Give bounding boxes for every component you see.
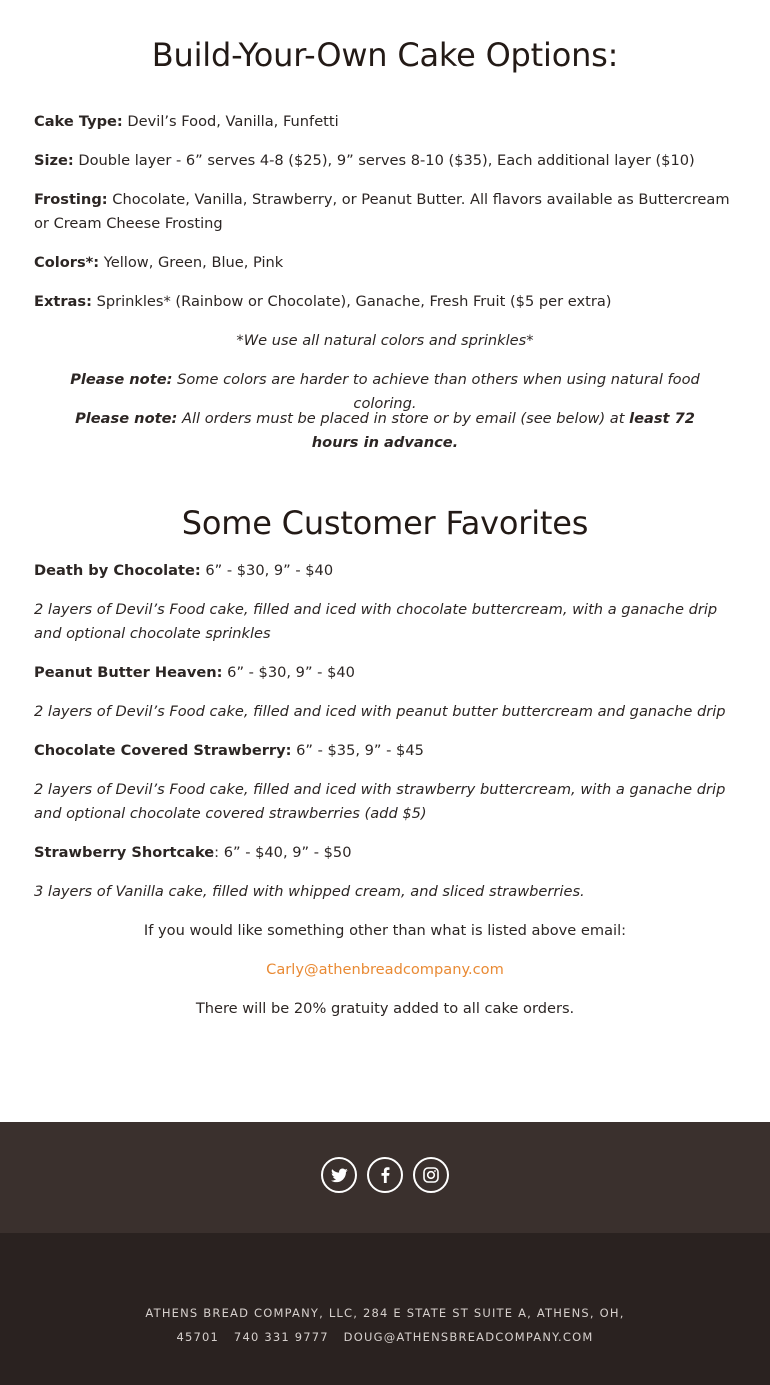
frosting-value: Chocolate, Vanilla, Strawberry, or Peanut Butter. All flavors available as Buttercream or Cream Cheese Frosting — [34, 191, 730, 232]
extras-value: Sprinkles* (Rainbow or Chocolate), Ganache, Fresh Fruit ($5 per extra) — [91, 293, 612, 310]
favorite-price: 6” - $35, 9” - $45 — [291, 742, 424, 759]
colors-line — [34, 251, 736, 275]
size-line — [34, 149, 736, 173]
favorite-name: Peanut Butter Heaven: — [34, 664, 223, 681]
footer-phone: 740 331 9777 — [233, 1330, 329, 1344]
email-link[interactable]: Carly@athenbreadcompany.com — [266, 961, 504, 978]
colors-label: Colors*: — [34, 254, 100, 271]
favorite-name: Strawberry Shortcake — [34, 844, 215, 861]
social-band — [0, 1122, 770, 1233]
favorite-name: Death by Chocolate: — [34, 562, 201, 579]
size-label: Size: — [34, 152, 74, 169]
favorite-description: 2 layers of Devil’s Food cake, filled and iced with chocolate buttercream, with a ganache drip and optional chocolate sprinkles — [34, 601, 718, 642]
footer-address: ATHENS BREAD COMPANY, LLC, 284 E STATE ST SUITE A, ATHENS, OH, — [145, 1306, 625, 1320]
extras-line — [34, 290, 736, 314]
custom-request-text: If you would like something other than what is listed above email: — [143, 922, 627, 939]
extras-label: Extras: — [34, 293, 92, 310]
favorite-description: 2 layers of Devil’s Food cake, filled and iced with strawberry buttercream, with a ganache drip and optional chocolate covered strawberries (add $5) — [34, 781, 726, 822]
colors-value: Yellow, Green, Blue, Pink — [99, 254, 284, 271]
footer-phone-link[interactable] — [229, 1330, 334, 1344]
favorite-item-name-line — [34, 739, 736, 763]
instagram-link[interactable] — [413, 1157, 449, 1193]
options-title: Build-Your-Own Cake Options: — [151, 36, 619, 74]
cake-type-label: Cake Type: — [34, 113, 123, 130]
note-orders-text: All orders must be placed in store or by email (see below) at — [177, 410, 630, 427]
instagram-icon — [413, 1157, 449, 1193]
note-colors-label: Please note: — [70, 371, 173, 388]
footer-email: DOUG@ATHENSBREADCOMPANY.COM — [343, 1330, 594, 1344]
favorite-item-name-line — [34, 559, 736, 583]
favorite-price: 6” - $30, 9” - $40 — [200, 562, 334, 579]
cake-type-line — [34, 110, 736, 134]
favorite-description: 2 layers of Devil’s Food cake, filled and iced with peanut butter buttercream and ganache drip — [34, 703, 726, 720]
site-footer — [0, 1233, 770, 1385]
frosting-line — [34, 188, 736, 236]
note-orders-deadline: least 72 hours in advance. — [311, 410, 695, 451]
twitter-icon — [321, 1157, 357, 1193]
twitter-link[interactable] — [321, 1157, 357, 1193]
natural-colors-note: *We use all natural colors and sprinkles* — [236, 332, 534, 349]
cake-type-value: Devil’s Food, Vanilla, Funfetti — [122, 113, 339, 130]
size-value: Double layer - 6” serves 4-8 ($25), 9” serves 8-10 ($35), Each additional layer ($10) — [73, 152, 695, 169]
frosting-label: Frosting: — [34, 191, 108, 208]
favorite-name: Chocolate Covered Strawberry: — [34, 742, 292, 759]
favorite-price: : 6” - $40, 9” - $50 — [214, 844, 352, 861]
favorite-description: 3 layers of Vanilla cake, filled with whipped cream, and sliced strawberries. — [34, 883, 585, 900]
favorite-item-name-line — [34, 841, 736, 865]
favorite-item-name-line — [34, 661, 736, 685]
facebook-icon — [367, 1157, 403, 1193]
email-line — [40, 958, 730, 982]
footer-contact-line — [0, 1325, 770, 1349]
note-orders — [50, 407, 720, 455]
footer-email-link[interactable] — [339, 1330, 599, 1344]
footer-zip: 45701 — [176, 1330, 220, 1344]
note-orders-label: Please note: — [75, 410, 178, 427]
favorite-price: 6” - $30, 9” - $40 — [222, 664, 355, 681]
note-colors-text: Some colors are harder to achieve than others when using natural food coloring. — [172, 371, 700, 412]
favorites-title: Some Customer Favorites — [181, 504, 589, 542]
gratuity-text: There will be 20% gratuity added to all cake orders. — [195, 1000, 575, 1017]
facebook-link[interactable] — [367, 1157, 403, 1193]
